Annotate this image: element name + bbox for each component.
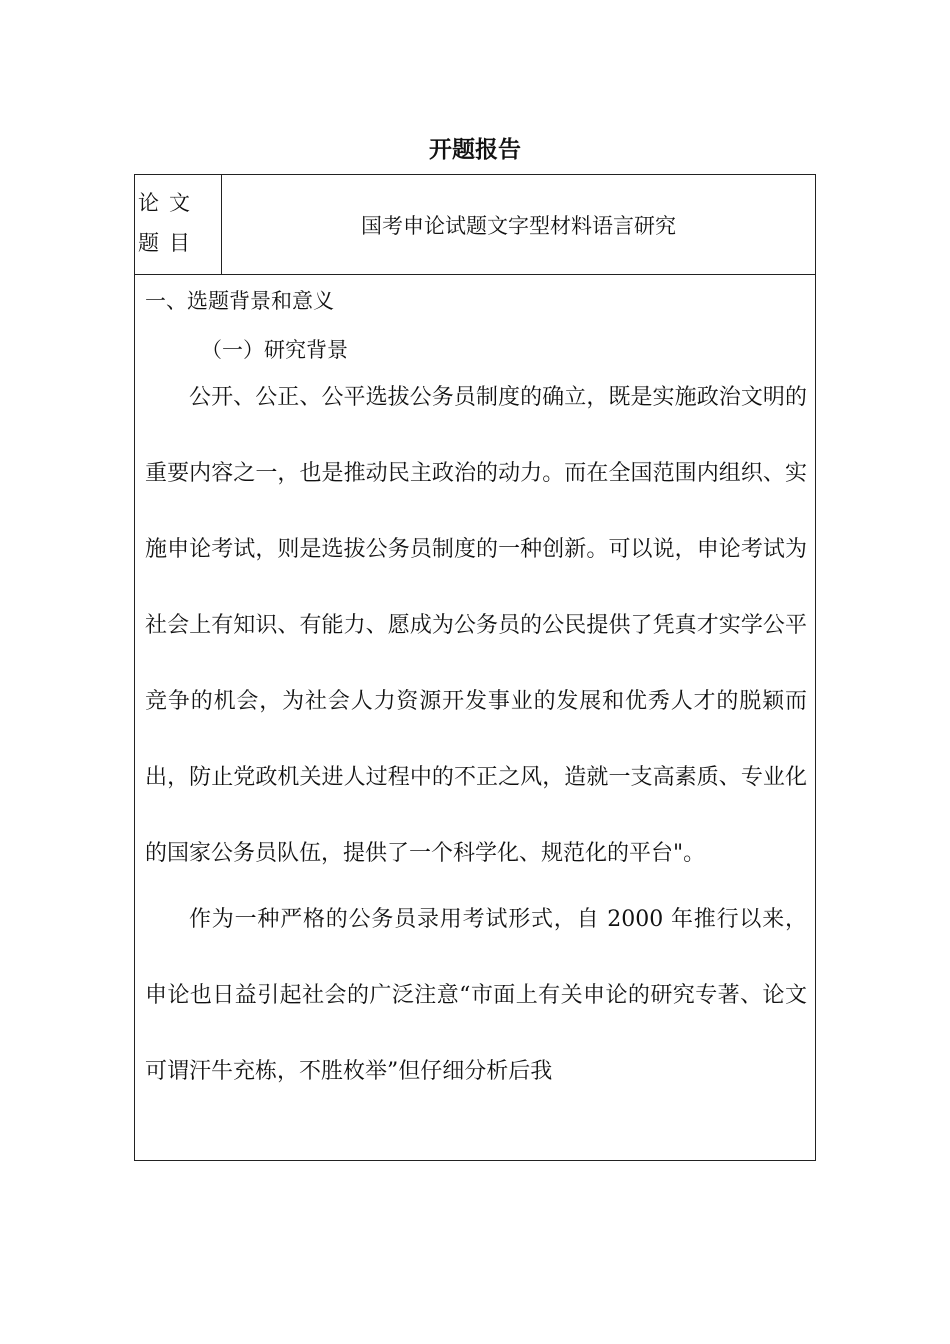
topic-value: 国考申论试题文字型材料语言研究 (361, 213, 676, 238)
document-title: 开题报告 (429, 137, 521, 163)
section-heading: 一、选题背景和意义 (145, 289, 334, 313)
body-paragraph: 作为一种严格的公务员录用考试形式，自 2000 年推行以来，申论也日益引起社会的广泛注意“市面上有关申论的研究专著、论文可谓汗牛充栋，不胜枚举”但仔细分析后我 (145, 907, 807, 1084)
topic-label: 论文题目 (135, 175, 222, 274)
topic-row (135, 175, 815, 275)
body-paragraph: 公开、公正、公平选拔公务员制度的确立，既是实施政治文明的重要内容之一，也是推动民主政治的动力。而在全国范围内组织、实施申论考试，则是选拔公务员制度的一种创新。可以说，申论考试为社会上有知识、有能力、愿成为公务员的公民提供了凭真才实学公平竞争的机会，为社会人力资源开发事业的发展和优秀人才的脱颖而出，防止党政机关进人过程中的不正之风，造就一支高素质、专业化的国家公务员队伍，提供了一个科学化、规范化的平台"。 (145, 385, 807, 866)
proposal-table (134, 174, 816, 1161)
proposal-body (135, 275, 815, 1160)
subsection-heading: （一）研究背景 (201, 338, 348, 362)
